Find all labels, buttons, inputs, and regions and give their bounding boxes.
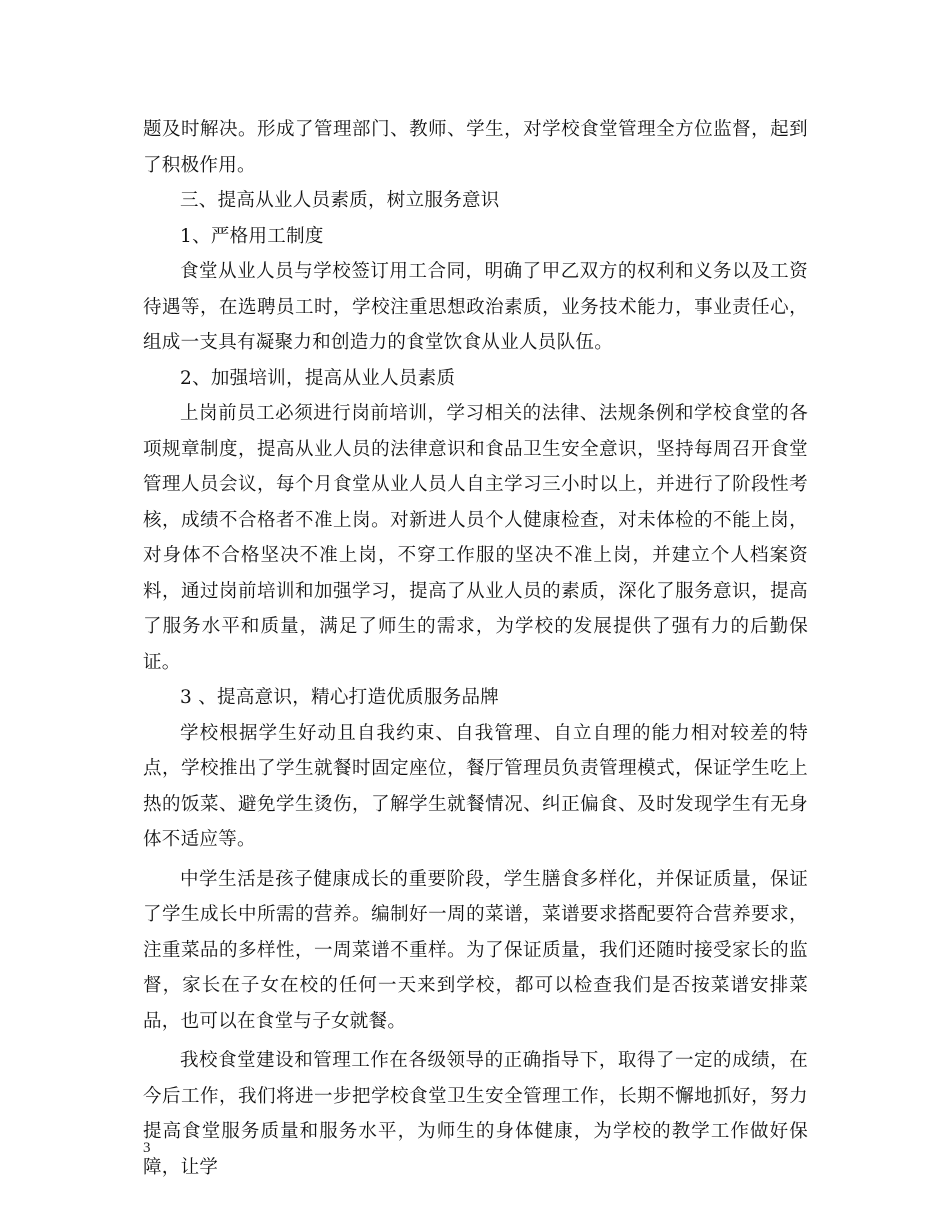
paragraph: 我校食堂建设和管理工作在各级领导的正确指导下，取得了一定的成绩，在今后工作，我们将进一步把学校食堂卫生安全管理工作，长期不懈地抓好，努力提高食堂服务质量和服务水平，为师生的身体健康，为学校的教学工作做好保障，让学 <box>143 1050 808 1178</box>
document-body <box>143 112 808 1185</box>
paragraph: 食堂从业人员与学校签订用工合同，明确了甲乙双方的权利和义务以及工资待遇等，在选聘员工时，学校注重思想政治素质，业务技术能力，事业责任心，组成一支具有凝聚力和创造力的食堂饮食从业人员队伍。 <box>143 261 808 353</box>
subheading-2: 2、加强培训，提高从业人员素质 <box>180 367 456 389</box>
page-number: 3 <box>143 1140 151 1156</box>
paragraph-continuation: 题及时解决。形成了管理部门、教师、学生，对学校食堂管理全方位监督，起到了积极作用。 <box>143 119 808 176</box>
paragraph: 上岗前员工必须进行岗前培训，学习相关的法律、法规条例和学校食堂的各项规章制度，提高从业人员的法律意识和食品卫生安全意识，坚持每周召开食堂管理人员会议，每个月食堂从业人员人自主学习三小时以上，并进行了阶段性考核，成绩不合格者不准上岗。对新进人员个人健康检查，对未体检的不能上岗，对身体不合格坚决不准上岗，不穿工作服的坚决不准上岗，并建立个人档案资料，通过岗前培训和加强学习，提高了从业人员的素质，深化了服务意识，提高了服务水平和质量，满足了师生的需求，为学校的发展提供了强有力的后勤保证。 <box>143 403 808 673</box>
subheading-3: 3 、提高意识，精心打造优质服务品牌 <box>180 687 500 708</box>
paragraph: 中学生活是孩子健康成长的重要阶段，学生膳食多样化，并保证质量，保证了学生成长中所需的营养。编制好一周的菜谱，菜谱要求搭配要符合营养要求，注重菜品的多样性，一周菜谱不重样。为了保证质量，我们还随时接受家长的监督，家长在子女在校的任何一天来到学校，都可以检查我们是否按菜谱安排菜品，也可以在食堂与子女就餐。 <box>143 868 808 1032</box>
subheading-1: 1、严格用工制度 <box>180 225 324 247</box>
section-heading-3: 三、提高从业人员素质，树立服务意识 <box>180 190 500 211</box>
paragraph: 学校根据学生好动且自我约束、自我管理、自立自理的能力相对较差的特点，学校推出了学生就餐时固定座位，餐厅管理员负责管理模式，保证学生吃上热的饭菜、避免学生烫伤，了解学生就餐情况、纠正偏食、及时发现学生有无身体不适应等。 <box>143 722 808 850</box>
